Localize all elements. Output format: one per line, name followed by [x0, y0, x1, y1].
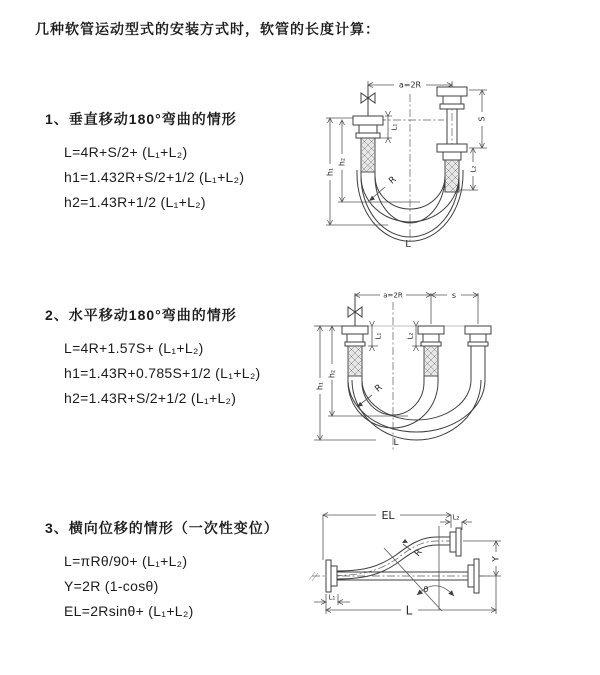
formula-line: h2=1.43R+S/2+1/2 (L₁+L₂) — [64, 390, 237, 406]
formula-line: EL=2Rsinθ+ (L₁+L₂) — [64, 603, 194, 619]
dim-label-a2r: a=2R — [383, 291, 403, 300]
dim-label-l1: L₁ — [328, 593, 336, 602]
valve-icon — [361, 85, 375, 116]
left-flange — [342, 326, 368, 346]
u-bend-hose — [348, 346, 485, 440]
left-flange — [353, 116, 383, 138]
dim-label-l2: L₂ — [452, 513, 460, 522]
dim-label-s: s — [451, 290, 457, 300]
diagram-horizontal-180-svg — [306, 282, 521, 462]
dim-label-h2: h₂ — [337, 157, 347, 167]
section-1-heading: 1、垂直移动180°弯曲的情形 — [45, 111, 237, 127]
section-2-heading: 2、水平移动180°弯曲的情形 — [45, 307, 237, 323]
right-flange — [465, 326, 491, 346]
left-braided-hose — [361, 138, 375, 172]
diagram-lateral-displacement — [296, 498, 561, 668]
radius-label: R — [387, 174, 399, 187]
middle-flange — [418, 326, 444, 346]
formula-line: L=πRθ/90+ (L₁+L₂) — [64, 553, 188, 569]
dim-label-h2: h₂ — [327, 369, 337, 379]
valve-icon — [348, 295, 362, 326]
section-lateral-displacement — [45, 518, 279, 624]
dim-h2 — [328, 326, 408, 416]
right-top-flange — [437, 87, 467, 109]
centerline-break-mark — [309, 572, 318, 581]
formula-line: L=4R+1.57S+ (L₁+L₂) — [64, 340, 204, 356]
formula-line: h2=1.43R+1/2 (L₁+L₂) — [64, 194, 206, 210]
dim-h2 — [338, 120, 420, 202]
section-horizontal-180 — [45, 305, 261, 411]
section-3-heading: 3、横向位移的情形（一次性变位） — [45, 520, 279, 536]
length-label: L — [393, 438, 399, 448]
dim-label-el: EL — [381, 509, 395, 522]
section-1-formulas — [64, 140, 244, 215]
right-lower-flange — [437, 144, 467, 160]
angle-arc — [417, 586, 454, 596]
dim-label-h1: h₁ — [325, 167, 335, 177]
left-braided-hose — [348, 346, 362, 376]
right-flange — [468, 559, 479, 593]
dim-label-s: S — [477, 116, 487, 122]
middle-braided-hose — [424, 346, 438, 376]
length-label: L — [405, 239, 411, 250]
top-right-flange — [450, 528, 461, 556]
diagram-horizontal-180 — [306, 282, 521, 467]
formula-line: h1=1.432R+S/2+1/2 (L₁+L₂) — [64, 169, 245, 185]
dim-label-y: Y — [491, 556, 502, 562]
page-title: 几种软管运动型式的安装方式时，软管的长度计算： — [35, 21, 380, 37]
section-3-formulas — [64, 549, 279, 624]
dim-label-l1: L₁ — [390, 123, 399, 131]
diagram-vertical-180 — [312, 70, 517, 260]
right-braided-hose — [445, 160, 459, 192]
radius-arrowhead — [402, 539, 408, 543]
dim-a2r — [355, 290, 478, 325]
section-vertical-180 — [45, 109, 244, 215]
formula-line: L=4R+S/2+ (L₁+L₂) — [64, 144, 188, 160]
dim-label-l: L — [405, 603, 413, 618]
dim-label-l2: L₂ — [406, 332, 415, 340]
dim-label-l1: L₁ — [374, 332, 383, 340]
dim-label-l2: L₂ — [469, 165, 478, 173]
diagram-vertical-180-svg — [312, 70, 517, 255]
radius-label: R — [373, 382, 385, 395]
formula-line: h1=1.43R+0.785S+1/2 (L₁+L₂) — [64, 365, 261, 381]
dim-label-a2r: a=2R — [398, 80, 422, 90]
section-2-formulas — [64, 336, 261, 411]
radius-label: R — [412, 547, 425, 559]
dim-label-h1: h₁ — [315, 381, 325, 391]
diagram-lateral-svg — [296, 498, 561, 663]
left-flange — [326, 560, 337, 592]
formula-line: Y=2R (1-cosθ) — [64, 578, 159, 594]
dim-label-theta: θ — [423, 585, 429, 594]
